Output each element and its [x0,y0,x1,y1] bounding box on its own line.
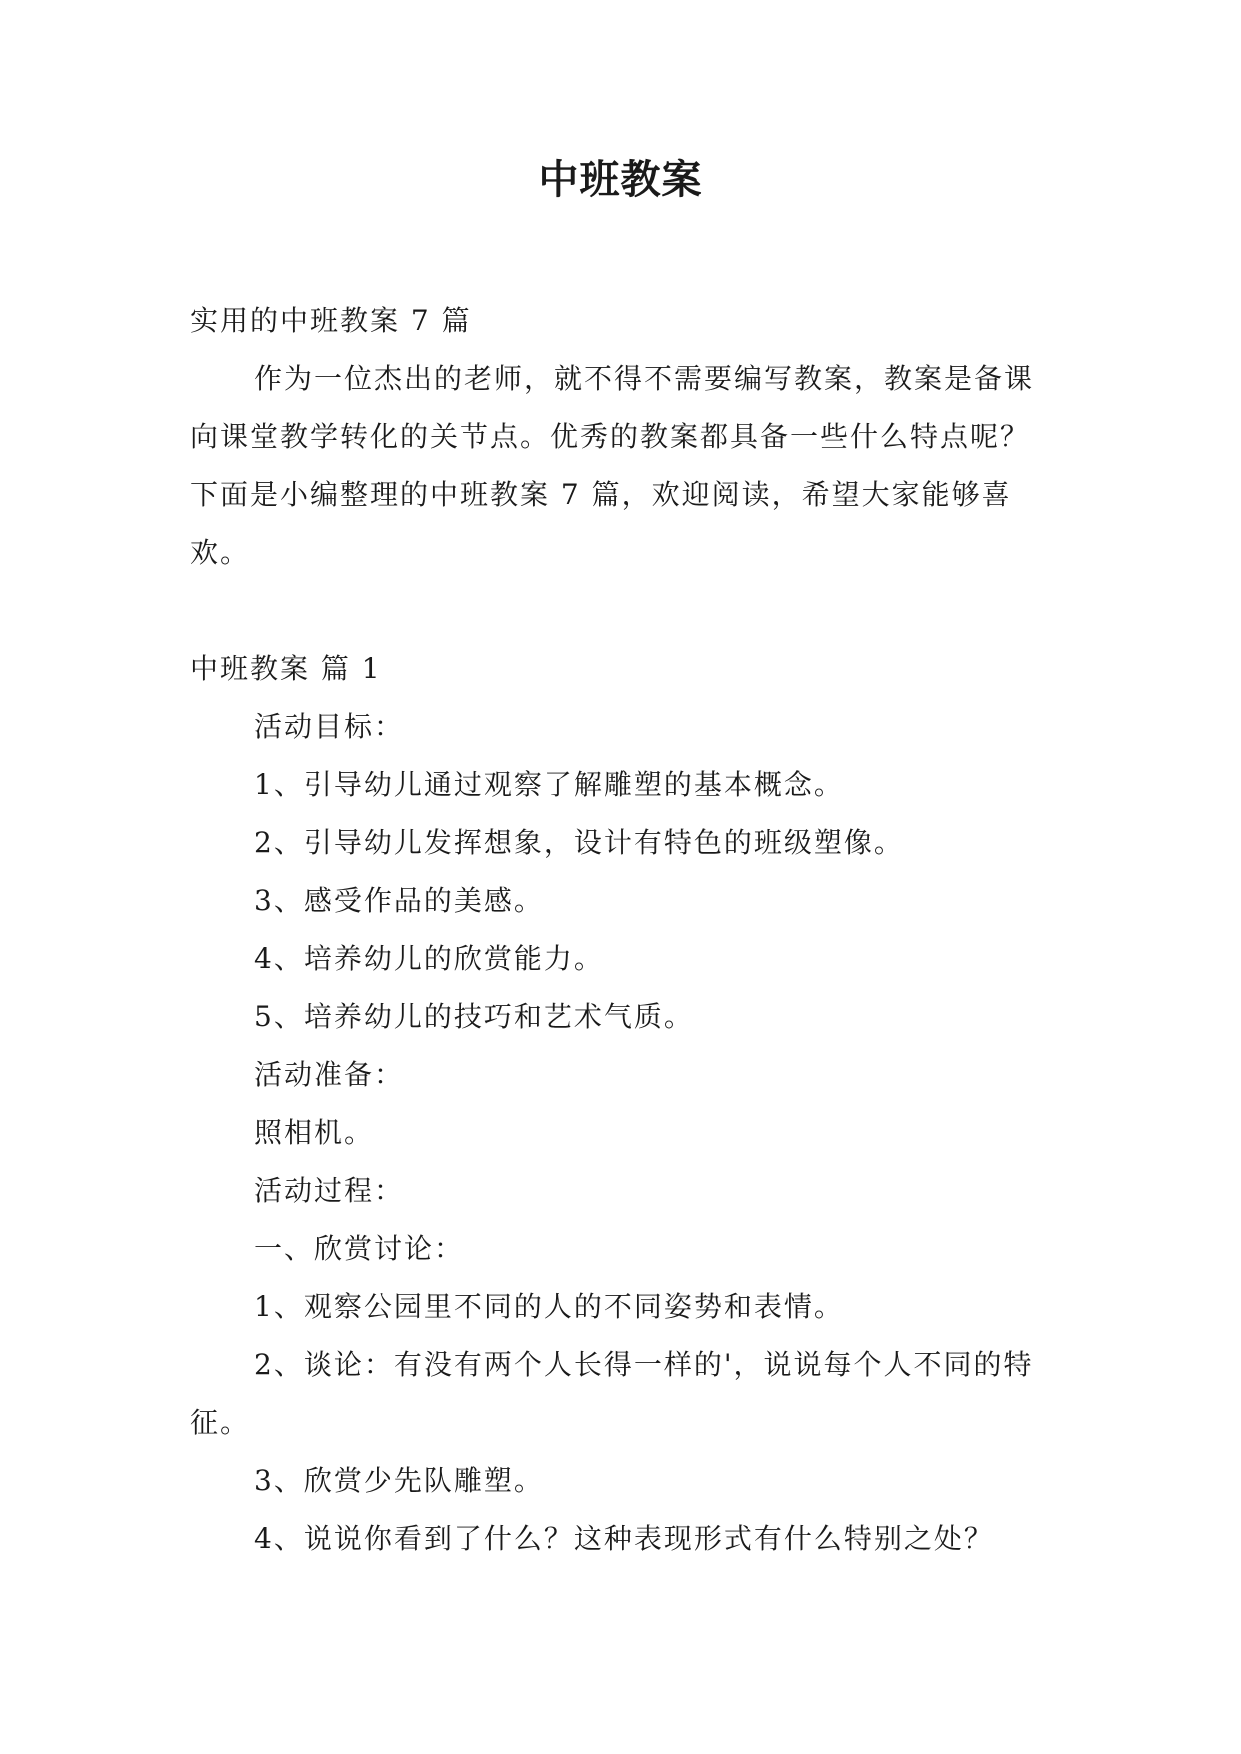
document-subtitle: 实用的中班教案 7 篇 [190,304,472,337]
paragraph-goal-3: 3、感受作品的美感。 [254,884,544,917]
intro-paragraph: 作为一位杰出的老师，就不得不需要编写教案，教案是备课向课堂教学转化的关节点。优秀的教案都具备一些什么特点呢？下面是小编整理的中班教案 7 篇，欢迎阅读，希望大家能够喜欢。 [190,362,1035,569]
document-body [190,292,1050,1568]
document-title: 中班教案 [538,157,703,203]
paragraph-goal-4: 4、培养幼儿的欣赏能力。 [254,942,604,975]
paragraph-step-2: 2、谈论：有没有两个人长得一样的'，说说每个人不同的特征。 [190,1348,1034,1439]
paragraph-step-4: 4、说说你看到了什么？这种表现形式有什么特别之处？ [254,1522,994,1555]
paragraph-prep-item: 照相机。 [254,1116,375,1149]
paragraph-goal-5: 5、培养幼儿的技巧和艺术气质。 [254,1000,694,1033]
paragraph-step-1: 1、观察公园里不同的人的不同姿势和表情。 [254,1290,844,1323]
paragraph-goals-heading: 活动目标： [254,710,405,743]
paragraph-goal-2: 2、引导幼儿发挥想象，设计有特色的班级塑像。 [254,826,904,859]
section-heading: 中班教案 篇 1 [190,652,382,685]
paragraph-process-heading: 活动过程： [254,1174,405,1207]
paragraph-step-3: 3、欣赏少先队雕塑。 [254,1464,544,1497]
paragraph-goal-1: 1、引导幼儿通过观察了解雕塑的基本概念。 [254,768,844,801]
paragraph-prep-heading: 活动准备： [254,1058,405,1091]
paragraph-step-heading: 一、欣赏讨论： [254,1232,465,1265]
